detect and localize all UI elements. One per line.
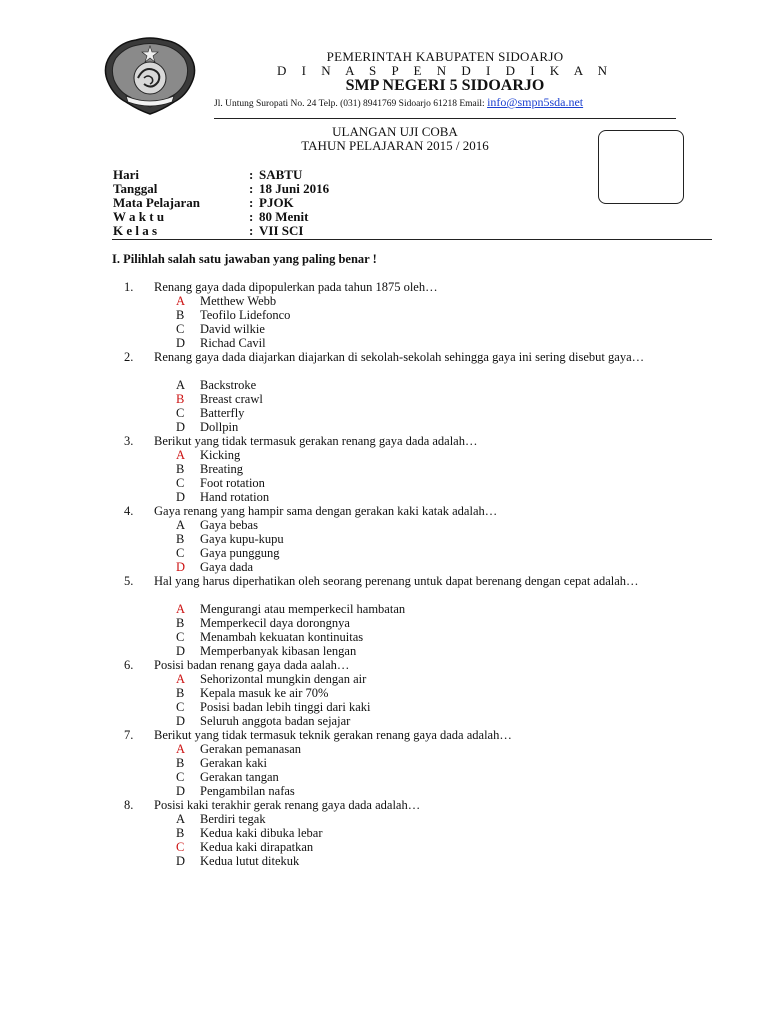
option-letter: C <box>176 700 185 714</box>
header-address: Jl. Untung Suropati No. 24 Telp. (031) 8941769 Sidoarjo 61218 Email: <box>214 99 488 109</box>
header-email-link[interactable]: info@smpn5sda.net <box>487 95 584 109</box>
regency-seal-icon <box>98 34 202 116</box>
question-number: 8. <box>124 798 134 812</box>
option-text: Gaya dada <box>200 560 254 574</box>
option-text: Gerakan kaki <box>200 756 267 770</box>
option-letter: B <box>176 616 185 630</box>
info-value: VII SCI <box>259 223 304 238</box>
option-text: Batterfly <box>200 406 245 420</box>
option-text: Kedua kaki dibuka lebar <box>200 826 323 840</box>
option-letter: D <box>176 336 186 350</box>
option-text: David wilkie <box>200 322 265 336</box>
option-letter: C <box>176 770 185 784</box>
option-text: Gerakan tangan <box>200 770 279 784</box>
option-text: Kedua lutut ditekuk <box>200 854 300 868</box>
option-text: Breating <box>200 462 244 476</box>
exam-title: ULANGAN UJI COBA <box>332 124 458 139</box>
option-text: Backstroke <box>200 378 257 392</box>
option-text: Pengambilan nafas <box>200 784 295 798</box>
question-text: Berikut yang tidak termasuk gerakan renang gaya dada adalah… <box>154 434 478 448</box>
info-value: 80 Menit <box>259 209 309 224</box>
option-letter: B <box>176 308 185 322</box>
info-colon: : <box>249 181 254 196</box>
option-text: Gaya punggung <box>200 546 280 560</box>
option-text: Gerakan pemanasan <box>200 742 301 756</box>
option-letter: D <box>176 560 186 574</box>
option-text: Gaya kupu-kupu <box>200 532 284 546</box>
option-text: Gaya bebas <box>200 518 258 532</box>
question-text: Posisi badan renang gaya dada aalah… <box>154 658 350 672</box>
question-number: 2. <box>124 350 134 364</box>
option-text: Seluruh anggota badan sejajar <box>200 714 351 728</box>
option-letter: A <box>176 602 186 616</box>
info-label: Tanggal <box>113 181 158 196</box>
option-text: Hand rotation <box>200 490 270 504</box>
option-letter: D <box>176 420 186 434</box>
question-text: Posisi kaki terakhir gerak renang gaya dada adalah… <box>154 798 421 812</box>
info-divider <box>112 239 712 240</box>
option-letter: C <box>176 840 185 854</box>
option-letter: A <box>176 672 186 686</box>
option-letter: C <box>176 406 185 420</box>
option-letter: B <box>176 826 185 840</box>
question-text: Hal yang harus diperhatikan oleh seorang perenang untuk dapat berenang dengan cepat adalah… <box>154 574 639 588</box>
section-instruction: I. Pilihlah salah satu jawaban yang paling benar ! <box>112 252 377 266</box>
option-letter: C <box>176 546 185 560</box>
info-value: PJOK <box>259 195 294 210</box>
option-text: Foot rotation <box>200 476 265 490</box>
option-letter: A <box>176 518 186 532</box>
option-letter: C <box>176 630 185 644</box>
question-number: 7. <box>124 728 134 742</box>
option-letter: D <box>176 714 186 728</box>
exam-year: TAHUN PELAJARAN 2015 / 2016 <box>301 138 489 153</box>
question-text: Renang gaya dada diajarkan diajarkan di sekolah-sekolah sehingga gaya ini sering disebut gaya… <box>154 350 645 364</box>
option-text: Teofilo Lidefonco <box>200 308 291 322</box>
option-text: Mengurangi atau memperkecil hambatan <box>200 602 406 616</box>
question-number: 4. <box>124 504 134 518</box>
info-label: Mata Pelajaran <box>113 195 201 210</box>
info-label: W a k t u <box>113 209 165 224</box>
option-text: Kicking <box>200 448 241 462</box>
header-school-name: SMP NEGERI 5 SIDOARJO <box>345 77 545 94</box>
option-letter: A <box>176 294 186 308</box>
option-letter: B <box>176 686 185 700</box>
option-letter: B <box>176 392 185 406</box>
header-government: PEMERINTAH KABUPATEN SIDOARJO <box>326 49 564 64</box>
option-letter: D <box>176 784 186 798</box>
option-letter: B <box>176 756 185 770</box>
question-number: 6. <box>124 658 134 672</box>
option-text: Memperbanyak kibasan lengan <box>200 644 357 658</box>
option-letter: D <box>176 644 186 658</box>
option-text: Dollpin <box>200 420 239 434</box>
header-department: D I N A S P E N D I D I K A N <box>276 63 614 78</box>
option-letter: A <box>176 812 186 826</box>
header-divider <box>214 118 676 119</box>
option-text: Metthew Webb <box>200 294 277 308</box>
option-letter: D <box>176 490 186 504</box>
option-letter: B <box>176 462 185 476</box>
question-number: 1. <box>124 280 134 294</box>
option-text: Kedua kaki dirapatkan <box>200 840 314 854</box>
option-letter: C <box>176 322 185 336</box>
option-letter: A <box>176 448 186 462</box>
option-text: Richad Cavil <box>200 336 266 350</box>
option-text: Kepala masuk ke air 70% <box>200 686 329 700</box>
header-address-line <box>214 95 583 110</box>
info-colon: : <box>249 209 254 224</box>
option-letter: C <box>176 476 185 490</box>
score-box <box>598 130 684 204</box>
question-number: 3. <box>124 434 134 448</box>
info-colon: : <box>249 223 254 238</box>
question-text: Gaya renang yang hampir sama dengan gerakan kaki katak adalah… <box>154 504 498 518</box>
info-colon: : <box>249 195 254 210</box>
option-letter: D <box>176 854 186 868</box>
option-text: Sehorizontal mungkin dengan air <box>200 672 367 686</box>
option-text: Menambah kekuatan kontinuitas <box>200 630 364 644</box>
option-letter: A <box>176 378 186 392</box>
option-letter: A <box>176 742 186 756</box>
question-number: 5. <box>124 574 134 588</box>
info-colon: : <box>249 167 254 182</box>
info-label: Hari <box>113 167 139 182</box>
info-value: 18 Juni 2016 <box>259 181 330 196</box>
info-value: SABTU <box>259 167 303 182</box>
option-text: Breast crawl <box>200 392 263 406</box>
question-text: Berikut yang tidak termasuk teknik gerakan renang gaya dada adalah… <box>154 728 512 742</box>
info-label: K e l a s <box>113 223 158 238</box>
option-text: Berdiri tegak <box>200 812 266 826</box>
option-text: Memperkecil daya dorongnya <box>200 616 350 630</box>
option-letter: B <box>176 532 185 546</box>
question-text: Renang gaya dada dipopulerkan pada tahun 1875 oleh… <box>154 280 438 294</box>
option-text: Posisi badan lebih tinggi dari kaki <box>200 700 371 714</box>
